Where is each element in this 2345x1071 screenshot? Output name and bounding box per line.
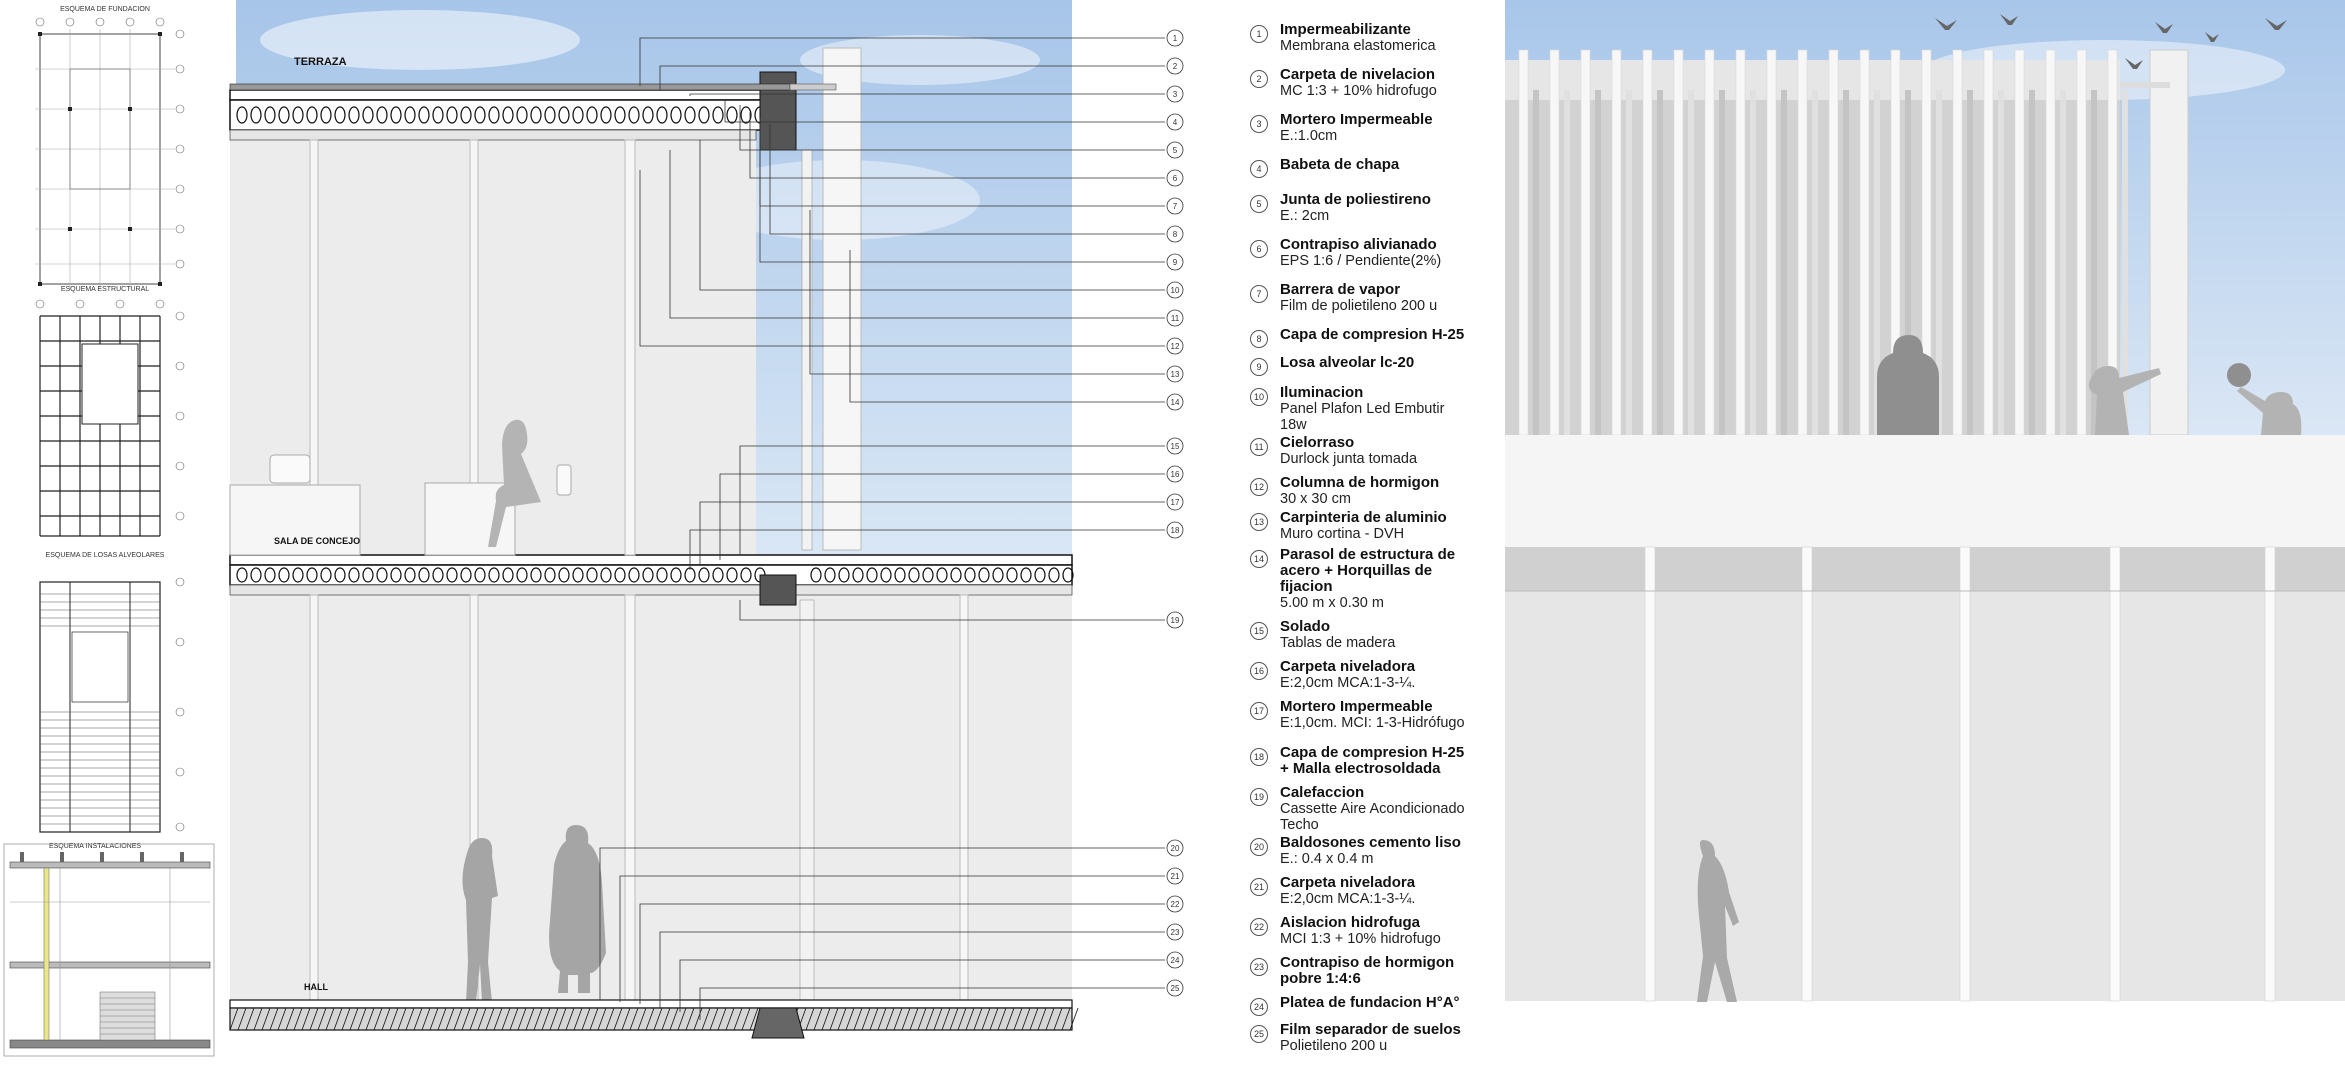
legend-subtitle: E.: 0.4 x 0.4 m — [1280, 851, 1374, 867]
legend-title: Contrapiso de hormigon pobre 1:4:6 — [1280, 954, 1455, 987]
column-lower-1 — [310, 595, 318, 1000]
legend-subtitle: Tablas de madera — [1280, 635, 1396, 651]
legend-title: Mortero Impermeable — [1280, 698, 1433, 715]
legend-number: 6 — [1250, 240, 1268, 258]
callout-number: 7 — [1172, 202, 1178, 211]
legend-title: Carpinteria de aluminio — [1280, 509, 1447, 526]
legend-title: Contrapiso alivianado — [1280, 236, 1437, 253]
legend-number: 23 — [1250, 958, 1268, 976]
roof-beam — [760, 72, 796, 150]
legend-number: 14 — [1250, 550, 1268, 568]
callout-number: 10 — [1170, 286, 1180, 295]
column-upper-3 — [625, 140, 635, 555]
callout-circles — [1167, 30, 1183, 996]
scheme-title-foundation: ESQUEMA DE FUNDACION — [60, 6, 150, 13]
callout-number: 24 — [1170, 956, 1180, 965]
legend-title: Impermeabilizante — [1280, 21, 1411, 38]
foundation-footing — [752, 1008, 804, 1038]
legend-number: 13 — [1250, 513, 1268, 531]
legend-number: 20 — [1250, 838, 1268, 856]
lower-room — [230, 595, 1072, 1000]
ball-icon — [2227, 363, 2251, 387]
callout-number: 19 — [1170, 616, 1180, 625]
legend-title: Carpeta de nivelacion — [1280, 66, 1436, 83]
mid-slab — [230, 555, 1072, 565]
legend-subtitle: Cassette Aire Acondicionado Techo — [1280, 801, 1465, 833]
scheme-title-structural: ESQUEMA ESTRUCTURAL — [60, 286, 150, 293]
callout-number: 8 — [1172, 230, 1178, 239]
callout-number: 17 — [1170, 498, 1180, 507]
legend-title: Babeta de chapa — [1280, 156, 1400, 173]
legend-number: 12 — [1250, 478, 1268, 496]
legend-number: 18 — [1250, 748, 1268, 766]
column-lower-4 — [960, 595, 968, 1000]
legend-subtitle: E:2,0cm MCA:1-3-¼. — [1280, 675, 1416, 691]
legend-number: 25 — [1250, 1025, 1268, 1043]
facade-elevation — [1505, 0, 2345, 1071]
facade-tower-element — [2150, 50, 2188, 435]
legend-title: Aislacion hidrofuga — [1280, 914, 1421, 931]
legend-number: 2 — [1250, 70, 1268, 88]
legend-title: Capa de compresion H-25 — [1280, 326, 1465, 343]
legend-number: 3 — [1250, 115, 1268, 133]
label-hall: HALL — [304, 982, 328, 992]
legend-number: 17 — [1250, 702, 1268, 720]
structural-scheme — [0, 296, 220, 556]
ground-floor-slab — [230, 1000, 1072, 1008]
legend-title: Parasol de estructura de acero + Horquillas de fijacion — [1280, 546, 1456, 595]
lower-facade-band — [1505, 547, 2345, 591]
callout-number: 25 — [1170, 984, 1180, 993]
callout-number: 9 — [1172, 258, 1178, 267]
legend-subtitle: 30 x 30 cm — [1280, 491, 1351, 507]
parasol-panel — [823, 48, 861, 550]
legend-number: 5 — [1250, 195, 1268, 213]
schemes-column — [0, 0, 220, 1071]
column-lower-3 — [625, 595, 635, 1000]
scheme-title-installations: ESQUEMA INSTALACIONES — [48, 843, 142, 850]
legend-title: Capa de compresion H-25 + Malla electrosoldada — [1280, 744, 1465, 777]
legend-subtitle: 5.00 m x 0.30 m — [1280, 595, 1384, 611]
legend-subtitle: E:2,0cm MCA:1-3-¼. — [1280, 891, 1416, 907]
legend-number: 21 — [1250, 878, 1268, 896]
callout-number: 21 — [1170, 872, 1180, 881]
legend-subtitle: MC 1:3 + 10% hidrofugo — [1280, 83, 1437, 99]
callout-number: 23 — [1170, 928, 1180, 937]
legend-subtitle: Membrana elastomerica — [1280, 38, 1436, 54]
legend-subtitle: Durlock junta tomada — [1280, 451, 1418, 467]
legend-title: Losa alveolar lc-20 — [1280, 354, 1415, 371]
legend-title: Cielorraso — [1280, 434, 1355, 451]
callout-number: 14 — [1170, 398, 1180, 407]
legend-number: 16 — [1250, 662, 1268, 680]
legend-title: Solado — [1280, 618, 1331, 635]
legend-subtitle: Panel Plafon Led Embutir 18w — [1280, 401, 1445, 433]
legend-subtitle: EPS 1:6 / Pendiente(2%) — [1280, 253, 1442, 269]
legend-number: 4 — [1250, 160, 1268, 178]
label-council-room: SALA DE CONCEJO — [274, 536, 361, 546]
foundation-scheme — [0, 14, 220, 304]
legend-title: Barrera de vapor — [1280, 281, 1401, 298]
callout-number: 6 — [1172, 174, 1178, 183]
legend-subtitle: E:1,0cm. MCI: 1-3-Hidrófugo — [1280, 715, 1465, 731]
legend-title: Film separador de suelos — [1280, 1021, 1461, 1038]
mid-beam — [760, 575, 796, 605]
legend-number: 10 — [1250, 388, 1268, 406]
legend-title: Platea de fundacion H°A° — [1280, 994, 1460, 1011]
legend-title: Calefaccion — [1280, 784, 1365, 801]
legend-title: Baldosones cemento liso — [1280, 834, 1461, 851]
legend-title: Carpeta niveladora — [1280, 874, 1416, 891]
scheme-title-slabs: ESQUEMA DE LOSAS ALVEOLARES — [45, 552, 165, 559]
callout-number: 5 — [1172, 146, 1178, 155]
legend-number: 22 — [1250, 918, 1268, 936]
legend-number: 11 — [1250, 438, 1268, 456]
legend-subtitle: Muro cortina - DVH — [1280, 526, 1405, 542]
legend-title: Mortero Impermeable — [1280, 111, 1433, 128]
callout-number: 15 — [1170, 442, 1180, 451]
slabs-scheme — [0, 572, 220, 842]
legend-title: Iluminacion — [1280, 384, 1364, 401]
legend-subtitle: MCI 1:3 + 10% hidrofugo — [1280, 931, 1441, 947]
legend-number: 8 — [1250, 330, 1268, 348]
installations-scheme — [0, 842, 220, 1062]
legend-subtitle: Film de polietileno 200 u — [1280, 298, 1438, 314]
callout-number: 22 — [1170, 900, 1180, 909]
roof-slab — [230, 90, 790, 100]
callout-number: 13 — [1170, 370, 1180, 379]
legend-title: Columna de hormigon — [1280, 474, 1440, 491]
legend-number: 15 — [1250, 622, 1268, 640]
legend-number: 19 — [1250, 788, 1268, 806]
callout-number: 1 — [1172, 34, 1178, 43]
terrace-band — [1505, 435, 2345, 547]
legend-number: 7 — [1250, 285, 1268, 303]
callout-number: 3 — [1172, 90, 1178, 99]
lower-facade-glass — [1505, 591, 2345, 1001]
legend-title: Carpeta niveladora — [1280, 658, 1416, 675]
callout-number: 20 — [1170, 844, 1180, 853]
callout-number: 18 — [1170, 526, 1180, 535]
callout-number: 2 — [1172, 62, 1178, 71]
label-terrace: TERRAZA — [294, 56, 347, 68]
legend-subtitle: E.: 2cm — [1280, 208, 1330, 224]
callout-number: 4 — [1172, 118, 1178, 127]
callout-number: 12 — [1170, 342, 1180, 351]
wall-section-drawing — [220, 0, 1300, 1071]
legend-subtitle: E.:1.0cm — [1280, 128, 1338, 144]
callout-number: 16 — [1170, 470, 1180, 479]
legend-number: 9 — [1250, 358, 1268, 376]
legend-subtitle: Polietileno 200 u — [1280, 1038, 1388, 1054]
curtain-wall-mullion — [802, 150, 812, 550]
legend-number: 24 — [1250, 998, 1268, 1016]
legend-number: 1 — [1250, 25, 1268, 43]
legend-title: Junta de poliestireno — [1280, 191, 1431, 208]
callout-number: 11 — [1170, 314, 1180, 323]
